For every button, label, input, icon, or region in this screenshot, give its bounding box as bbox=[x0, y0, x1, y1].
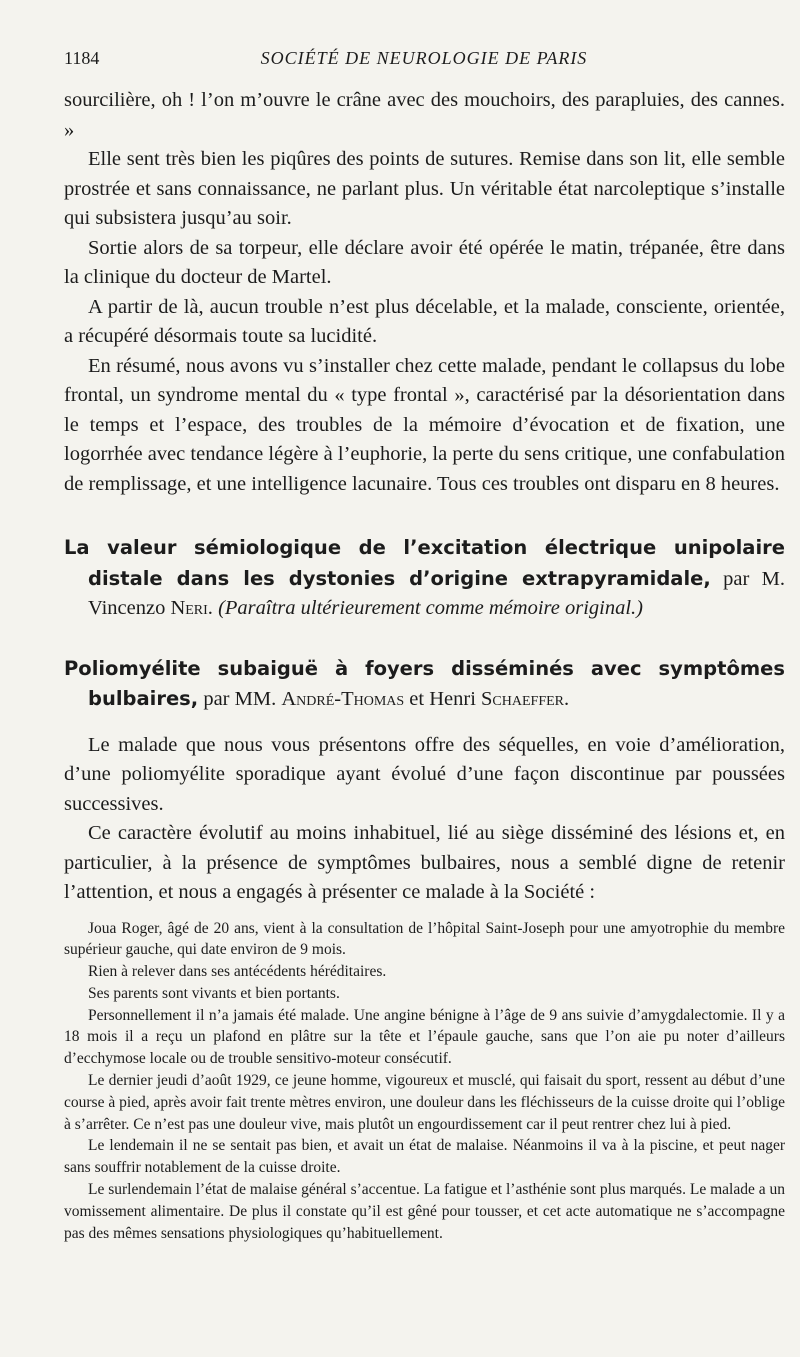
article-heading bbox=[64, 654, 785, 715]
case-paragraph: Le surlendemain l’état de malaise général s’accentue. La fatigue et l’asthénie sont plus marqués. Le malade a un vomissement alimentaire. De plus il constate qu’il est gêné pour tousser, et cet acte automatique ne s’accompagne pas des mêmes sensations physiologiques qu’habituellement. bbox=[64, 1181, 785, 1242]
page-number: 1184 bbox=[64, 48, 100, 68]
paragraph: Elle sent très bien les piqûres des points de sutures. Remise dans son lit, elle semble prostrée et sans connaissance, ne parlant plus. Un véritable état narcoleptique s’installe qui subsistera jusqu’au soir. bbox=[64, 148, 785, 229]
paragraph: Le malade que nous vous présentons offre des séquelles, en voie d’amélioration, d’une poliomyélite sporadique ayant évolué d’une façon discontinue par poussées successives. bbox=[64, 733, 785, 815]
paragraph: sourcilière, oh ! l’on m’ouvre le crâne avec des mouchoirs, des parapluies, des cannes. » bbox=[64, 89, 785, 141]
article-title: Poliomyélite subaiguë à foyers disséminés avec symptômes bulbaires, bbox=[64, 656, 785, 710]
running-title: SOCIÉTÉ DE NEUROLOGIE DE PARIS bbox=[260, 48, 588, 68]
author-first-name: Vincenzo bbox=[88, 597, 166, 619]
case-paragraph: Personnellement il n’a jamais été malade. Une angine bénigne à l’âge de 9 ans suivie d’amygdalectomie. Il y a 18 mois il a reçu un plafond en plâtre sur la tête et l’épaule gauche, sans que l’on aie pu noter d’ailleurs d’ecchymose locale ou de trouble sensitivo-moteur consécutif. bbox=[64, 1006, 785, 1068]
byline-conjunction: et Henri bbox=[409, 688, 476, 710]
case-paragraph: Ses parents sont vivants et bien portants. bbox=[88, 984, 340, 1002]
paragraph: A partir de là, aucun trouble n’est plus décelable, et la malade, consciente, orientée, a récupéré désormais toute sa lucidité. bbox=[64, 295, 785, 347]
paragraph: Sortie alors de sa torpeur, elle déclare avoir été opérée le matin, trépanée, être dans la clinique du docteur de Martel. bbox=[64, 236, 785, 288]
paragraph: En résumé, nous avons vu s’installer chez cette malade, pendant le collapsus du lobe frontal, un syndrome mental du « type frontal », caractérisé par la désorientation dans le temps et l’espace, des troubles de la mémoire d’évocation et de fixation, une logorrhée avec tendance légère à l’euphorie, la perte du sens critique, une confabulation de remplissage, et une intelligence lacunaire. Tous ces troubles ont disparu en 8 heures. bbox=[64, 354, 785, 495]
case-paragraph: Joua Roger, âgé de 20 ans, vient à la consultation de l’hôpital Saint-Joseph pour une amyotrophie du membre supérieur gauche, qui date environ de 9 mois. bbox=[64, 919, 785, 959]
article-heading bbox=[64, 533, 785, 624]
article-note: (Paraîtra ultérieurement comme mémoire original.) bbox=[218, 597, 643, 619]
case-paragraph: Le lendemain il ne se sentait pas bien, et avait un état de malaise. Néanmoins il va à la piscine, et peut nager sans souffrir notablement de la cuisse droite. bbox=[64, 1137, 785, 1177]
byline-prefix: par M. bbox=[723, 567, 785, 590]
article-title: La valeur sémiologique de l’excitation électrique unipolaire distale dans les dystonies d’origine extrapyramidale, bbox=[64, 536, 785, 590]
page-body bbox=[64, 86, 785, 1244]
author-last-name: Neri. bbox=[170, 597, 213, 619]
page-header bbox=[64, 48, 784, 74]
byline-prefix: par MM. bbox=[203, 688, 277, 710]
author-name: André-Thomas bbox=[281, 688, 405, 710]
author-name: Schaeffer. bbox=[481, 688, 570, 710]
case-paragraph: Le dernier jeudi d’août 1929, ce jeune homme, vigoureux et musclé, qui faisait du sport, ressent au début d’une course à pied, après avoir fait trente mètres environ, une douleur dans les fléchisseurs de la cuisse droite qui l’oblige à s’arrêter. Ce n’est pas une douleur vive, mais plutôt un engourdissement car il peut rentrer chez lui à pied. bbox=[64, 1072, 785, 1133]
case-paragraph: Rien à relever dans ses antécédents héréditaires. bbox=[88, 963, 387, 981]
paragraph: Ce caractère évolutif au moins inhabituel, lié au siège disséminé des lésions et, en particulier, à la présence de symptômes bulbaires, nous a semblé digne de retenir l’attention, et nous a engagés à présenter ce malade à la Société : bbox=[64, 822, 785, 903]
